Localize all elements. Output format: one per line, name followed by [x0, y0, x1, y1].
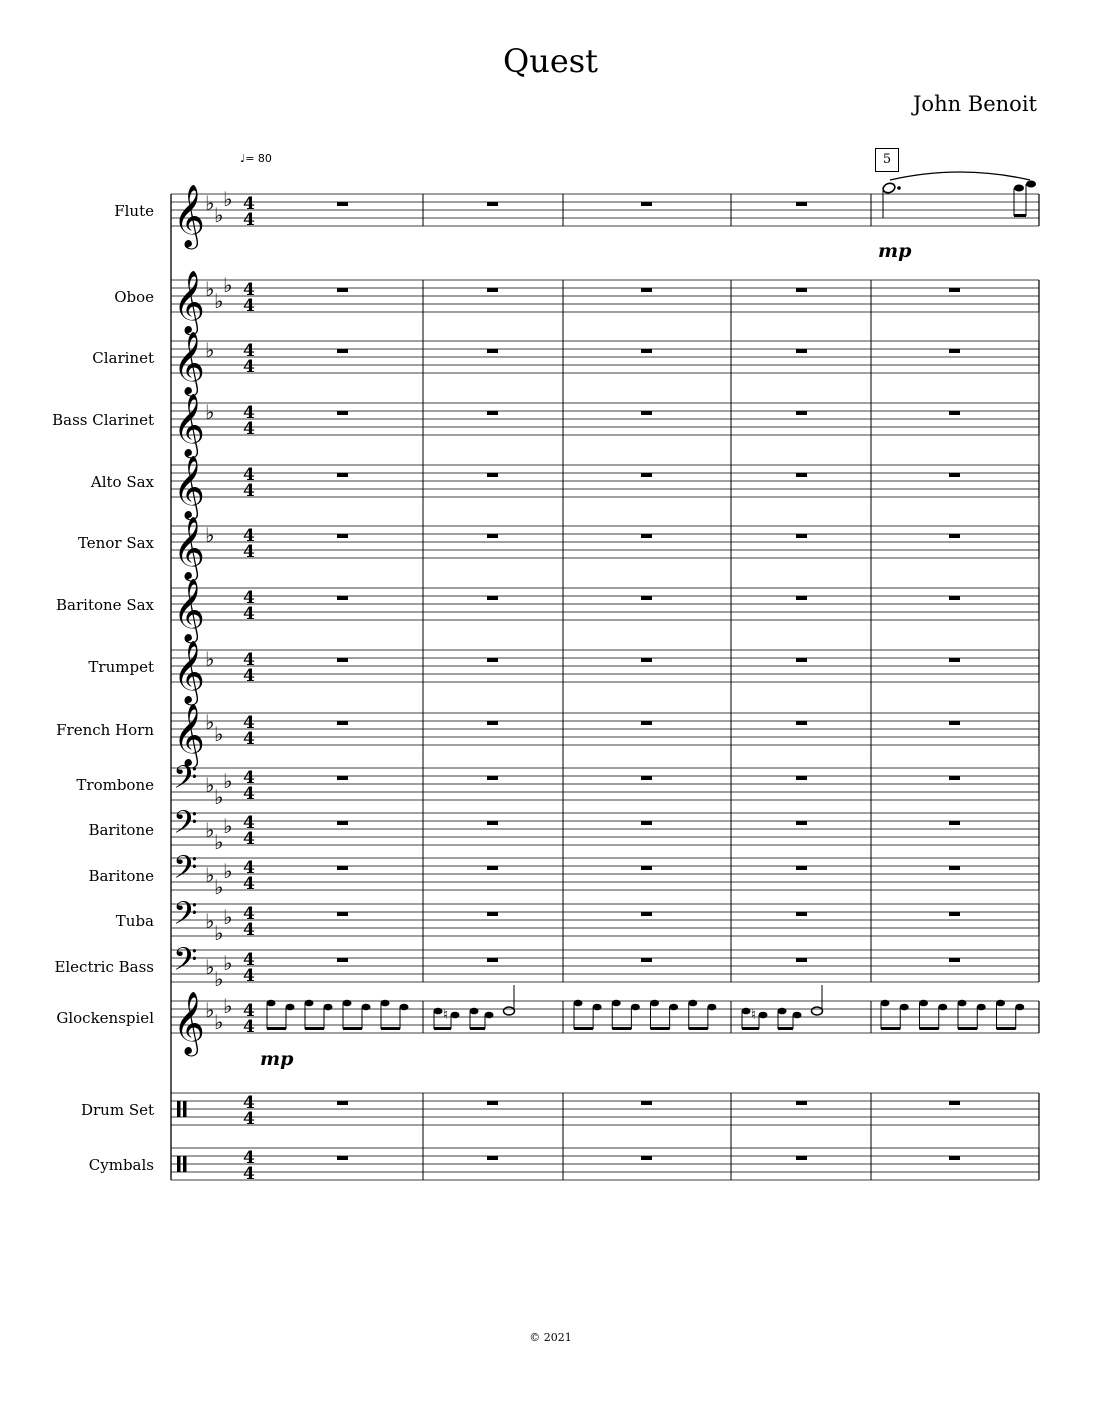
eighth-note-head: [1015, 1004, 1024, 1011]
instrument-label-oboe: Oboe: [114, 288, 154, 306]
time-signature-bottom: 4: [243, 729, 255, 749]
whole-rest: [487, 1101, 498, 1105]
time-signature-bottom: 4: [243, 1164, 255, 1184]
eighth-note-head: [759, 1012, 768, 1019]
whole-rest: [949, 1156, 960, 1160]
whole-rest: [337, 202, 348, 206]
percussion-clef-icon: [183, 1156, 187, 1172]
whole-rest: [337, 721, 348, 725]
whole-rest: [487, 202, 498, 206]
whole-rest: [949, 658, 960, 662]
whole-rest: [949, 288, 960, 292]
beam: [267, 1027, 286, 1030]
whole-rest: [949, 473, 960, 477]
eighth-note-head: [900, 1004, 909, 1011]
flat-accidental: ♭: [205, 338, 215, 362]
half-note-head: [504, 1007, 515, 1015]
whole-rest: [796, 534, 807, 538]
whole-rest: [796, 912, 807, 916]
eighth-note-head: [485, 1012, 494, 1019]
instrument-label-flute: Flute: [114, 202, 154, 220]
time-signature-bottom: 4: [243, 874, 255, 894]
eighth-note-head: [881, 1000, 890, 1007]
flat-accidental: ♭: [205, 955, 215, 979]
whole-rest: [487, 821, 498, 825]
whole-rest: [949, 411, 960, 415]
beam: [470, 1027, 485, 1030]
instrument-label-trumpet: Trumpet: [88, 658, 154, 676]
whole-rest: [487, 473, 498, 477]
whole-rest: [641, 1156, 652, 1160]
treble-clef-icon: 𝄞: [173, 703, 205, 766]
treble-clef-icon: 𝄞: [173, 578, 205, 641]
dynamic-flute: mp: [878, 240, 912, 262]
bass-clef-icon: 𝄢: [173, 804, 198, 848]
whole-rest: [949, 534, 960, 538]
eighth-note-head: [324, 1004, 333, 1011]
whole-rest: [337, 596, 348, 600]
beam: [881, 1027, 900, 1030]
bass-clef-icon: 𝄢: [173, 759, 198, 803]
whole-rest: [796, 411, 807, 415]
flat-accidental: ♭: [214, 830, 224, 854]
whole-rest: [796, 658, 807, 662]
composer-name: John Benoit: [913, 92, 1037, 116]
whole-rest: [337, 473, 348, 477]
beam: [434, 1027, 451, 1030]
whole-rest: [641, 202, 652, 206]
whole-rest: [641, 596, 652, 600]
whole-rest: [337, 349, 348, 353]
natural-accidental: ♮: [751, 1007, 757, 1023]
time-signature-top: 4: [243, 526, 255, 546]
eighth-note-head: [958, 1000, 967, 1007]
percussion-clef-icon: [177, 1156, 181, 1172]
percussion-clef-icon: [183, 1101, 187, 1117]
beam: [343, 1027, 362, 1030]
whole-rest: [641, 912, 652, 916]
eighth-note-head: [286, 1004, 295, 1011]
treble-clef-icon: 𝄞: [173, 270, 205, 333]
time-signature-top: 4: [243, 904, 255, 924]
treble-clef-icon: 𝄞: [173, 455, 205, 518]
treble-clef-icon: 𝄞: [173, 331, 205, 394]
natural-accidental: ♮: [443, 1007, 449, 1023]
treble-clef-icon: 𝄞: [173, 184, 205, 247]
whole-rest: [487, 658, 498, 662]
eighth-note-head: [574, 1000, 583, 1007]
eighth-note-head: [688, 1000, 697, 1007]
instrument-label-electric-bass: Electric Bass: [54, 958, 154, 976]
whole-rest: [337, 776, 348, 780]
instrument-label-baritone-2: Baritone: [88, 867, 154, 885]
eighth-note-head: [793, 1012, 802, 1019]
flat-accidental: ♭: [205, 191, 215, 215]
time-signature-bottom: 4: [243, 1109, 255, 1129]
beam: [381, 1027, 400, 1030]
eighth-note-head: [919, 1000, 928, 1007]
flat-accidental: ♭: [223, 905, 233, 929]
whole-rest: [337, 821, 348, 825]
flat-accidental: ♭: [223, 187, 233, 211]
whole-rest: [487, 776, 498, 780]
beam: [778, 1027, 793, 1030]
instrument-label-tenor-sax: Tenor Sax: [77, 534, 154, 552]
beam: [612, 1027, 631, 1030]
whole-rest: [487, 411, 498, 415]
bass-clef-icon: 𝄢: [173, 941, 198, 985]
eighth-note-head: [305, 1000, 314, 1007]
whole-rest: [796, 866, 807, 870]
eighth-note-head: [362, 1004, 371, 1011]
eighth-note-head: [631, 1004, 640, 1011]
time-signature-bottom: 4: [243, 604, 255, 624]
eighth-note-head: [343, 1000, 352, 1007]
flat-accidental: ♭: [214, 203, 224, 227]
treble-clef-icon: 𝄞: [173, 393, 205, 456]
whole-rest: [796, 349, 807, 353]
beam: [651, 1027, 670, 1030]
whole-rest: [337, 866, 348, 870]
whole-rest: [641, 288, 652, 292]
whole-rest: [641, 721, 652, 725]
whole-rest: [487, 866, 498, 870]
flat-accidental: ♭: [223, 994, 233, 1018]
score-title: Quest: [502, 42, 599, 80]
instrument-label-cymbals: Cymbals: [88, 1156, 154, 1174]
flat-accidental: ♭: [223, 273, 233, 297]
eighth-note-head: [996, 1000, 1005, 1007]
flat-accidental: ♭: [214, 967, 224, 991]
instrument-label-trombone: Trombone: [76, 776, 154, 794]
time-signature-bottom: 4: [243, 542, 255, 562]
whole-rest: [487, 288, 498, 292]
time-signature-top: 4: [243, 1001, 255, 1021]
time-signature-bottom: 4: [243, 357, 255, 377]
whole-rest: [641, 411, 652, 415]
whole-rest: [949, 776, 960, 780]
whole-rest: [796, 1156, 807, 1160]
whole-rest: [487, 958, 498, 962]
percussion-clef-icon: [177, 1101, 181, 1117]
beam: [997, 1027, 1016, 1030]
whole-rest: [796, 958, 807, 962]
whole-rest: [487, 1156, 498, 1160]
whole-rest: [487, 596, 498, 600]
whole-rest: [949, 821, 960, 825]
time-signature-top: 4: [243, 813, 255, 833]
flat-accidental: ♭: [205, 710, 215, 734]
beam: [958, 1027, 977, 1030]
time-signature-bottom: 4: [243, 210, 255, 230]
instrument-label-tuba: Tuba: [115, 912, 154, 930]
instrument-label-glockenspiel: Glockenspiel: [56, 1009, 154, 1027]
time-signature-bottom: 4: [243, 920, 255, 940]
whole-rest: [796, 202, 807, 206]
time-signature-top: 4: [243, 465, 255, 485]
beam: [574, 1027, 593, 1030]
flat-accidental: ♭: [205, 863, 215, 887]
whole-rest: [949, 1101, 960, 1105]
eighth-note-head: [742, 1008, 751, 1015]
time-signature-top: 4: [243, 768, 255, 788]
eighth-note-head: [470, 1008, 479, 1015]
instrument-label-french-horn: French Horn: [56, 721, 154, 739]
flat-accidental: ♭: [205, 277, 215, 301]
instrument-label-bass-clarinet: Bass Clarinet: [52, 411, 154, 429]
whole-rest: [796, 473, 807, 477]
time-signature-bottom: 4: [243, 296, 255, 316]
flat-accidental: ♭: [214, 722, 224, 746]
time-signature-top: 4: [243, 950, 255, 970]
bass-clef-icon: 𝄢: [173, 849, 198, 893]
treble-clef-icon: 𝄞: [173, 640, 205, 703]
whole-rest: [337, 658, 348, 662]
eighth-note-head: [977, 1004, 986, 1011]
whole-rest: [337, 534, 348, 538]
eighth-note-head: [267, 1000, 276, 1007]
eighth-note-head: [1026, 181, 1036, 188]
whole-rest: [949, 912, 960, 916]
bass-clef-icon: 𝄢: [173, 895, 198, 939]
time-signature-bottom: 4: [243, 666, 255, 686]
instrument-label-alto-sax: Alto Sax: [90, 473, 154, 491]
whole-rest: [641, 821, 652, 825]
eighth-note-head: [612, 1000, 621, 1007]
time-signature-bottom: 4: [243, 966, 255, 986]
eighth-note-head: [1014, 185, 1024, 192]
eighth-note-head: [451, 1012, 460, 1019]
rehearsal-mark: 5: [875, 148, 899, 172]
instrument-label-drum-set: Drum Set: [80, 1101, 154, 1119]
flat-accidental: ♭: [214, 875, 224, 899]
time-signature-bottom: 4: [243, 784, 255, 804]
whole-rest: [949, 596, 960, 600]
tempo-marking: ♩= 80: [240, 152, 272, 165]
instrument-label-baritone-sax: Baritone Sax: [56, 596, 154, 614]
whole-rest: [337, 411, 348, 415]
time-signature-bottom: 4: [243, 419, 255, 439]
whole-rest: [641, 658, 652, 662]
whole-rest: [949, 866, 960, 870]
instrument-label-baritone-1: Baritone: [88, 821, 154, 839]
flat-accidental: ♭: [214, 1010, 224, 1034]
flat-accidental: ♭: [214, 921, 224, 945]
half-note-head: [882, 182, 896, 195]
beam: [305, 1027, 324, 1030]
flat-accidental: ♭: [223, 951, 233, 975]
treble-clef-icon: 𝄞: [173, 516, 205, 579]
flat-accidental: ♭: [205, 818, 215, 842]
whole-rest: [949, 721, 960, 725]
whole-rest: [796, 1101, 807, 1105]
beam: [689, 1027, 708, 1030]
eighth-note-head: [650, 1000, 659, 1007]
time-signature-top: 4: [243, 650, 255, 670]
time-signature-bottom: 4: [243, 1017, 255, 1037]
whole-rest: [641, 1101, 652, 1105]
eighth-note-head: [707, 1004, 716, 1011]
time-signature-top: 4: [243, 713, 255, 733]
whole-rest: [796, 288, 807, 292]
time-signature-top: 4: [243, 588, 255, 608]
flat-accidental: ♭: [205, 647, 215, 671]
eighth-note-head: [434, 1008, 443, 1015]
time-signature-top: 4: [243, 280, 255, 300]
whole-rest: [796, 821, 807, 825]
eighth-note-head: [593, 1004, 602, 1011]
flat-accidental: ♭: [223, 814, 233, 838]
whole-rest: [796, 776, 807, 780]
slur: [890, 172, 1030, 180]
flat-accidental: ♭: [214, 785, 224, 809]
time-signature-top: 4: [243, 403, 255, 423]
whole-rest: [641, 349, 652, 353]
whole-rest: [949, 349, 960, 353]
flat-accidental: ♭: [205, 523, 215, 547]
flat-accidental: ♭: [205, 909, 215, 933]
treble-clef-icon: 𝄞: [173, 991, 205, 1054]
instrument-label-clarinet: Clarinet: [92, 349, 154, 367]
time-signature-top: 4: [243, 194, 255, 214]
time-signature-top: 4: [243, 341, 255, 361]
time-signature-top: 4: [243, 1148, 255, 1168]
beam: [742, 1027, 759, 1030]
beam: [920, 1027, 939, 1030]
whole-rest: [641, 473, 652, 477]
half-note-head: [812, 1007, 823, 1015]
time-signature-top: 4: [243, 1093, 255, 1113]
eighth-note-head: [938, 1004, 947, 1011]
whole-rest: [641, 534, 652, 538]
whole-rest: [337, 1101, 348, 1105]
flat-accidental: ♭: [223, 769, 233, 793]
eighth-note-head: [778, 1008, 787, 1015]
whole-rest: [337, 288, 348, 292]
flat-accidental: ♭: [214, 289, 224, 313]
eighth-note-head: [669, 1004, 678, 1011]
dynamic-glockenspiel: mp: [260, 1048, 294, 1070]
whole-rest: [796, 721, 807, 725]
eighth-note-head: [381, 1000, 390, 1007]
eighth-note-head: [400, 1004, 409, 1011]
whole-rest: [337, 1156, 348, 1160]
flat-accidental: ♭: [223, 859, 233, 883]
whole-rest: [337, 958, 348, 962]
whole-rest: [487, 721, 498, 725]
whole-rest: [337, 912, 348, 916]
whole-rest: [641, 866, 652, 870]
dot: [897, 186, 901, 190]
whole-rest: [949, 958, 960, 962]
beam: [1014, 214, 1026, 217]
time-signature-top: 4: [243, 858, 255, 878]
flat-accidental: ♭: [205, 773, 215, 797]
whole-rest: [487, 349, 498, 353]
whole-rest: [487, 912, 498, 916]
flat-accidental: ♭: [205, 998, 215, 1022]
whole-rest: [641, 776, 652, 780]
time-signature-bottom: 4: [243, 829, 255, 849]
whole-rest: [796, 596, 807, 600]
whole-rest: [641, 958, 652, 962]
copyright-notice: © 2021: [529, 1331, 572, 1344]
whole-rest: [487, 534, 498, 538]
time-signature-bottom: 4: [243, 481, 255, 501]
flat-accidental: ♭: [205, 400, 215, 424]
